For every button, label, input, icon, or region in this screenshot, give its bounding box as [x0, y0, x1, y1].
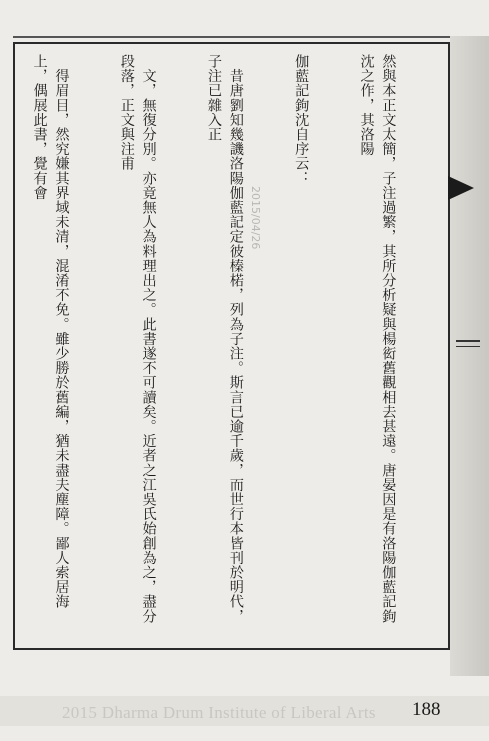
footer-watermark: 2015 Dharma Drum Institute of Liberal Arts [62, 703, 376, 722]
text-column-5: 得眉目，然究嫌其界域未清，混淆不免。雖少勝於舊編，猶未盡夫塵障。鄙人索居海上，偶展此書，覺有會 [31, 54, 70, 609]
margin-rule-mark-thin [456, 346, 480, 347]
margin-rule-mark [456, 340, 480, 342]
faint-stamp: 2015/04/26 [249, 186, 262, 250]
page-edge-margin [450, 36, 489, 676]
text-column-4: 文，無復分別。亦竟無人為料理出之。此書遂不可讀矣。近者之江吳氏始創為之，盡分段落，正文與注甫 [118, 54, 157, 624]
text-column-3: 昔唐劉知幾譏洛陽伽藍記定彼榛楉，列為子注。斯言已逾千歲，而世行本皆刊於明代，子注已雜入正 [206, 54, 244, 624]
text-column-1: 然與本正文太簡，子注過繁，其所分析疑與楊衒舊觀相去甚遠。唐晏因是有洛陽伽藍記鉤沈之作，其洛陽 [358, 54, 397, 624]
margin-arrow-marker [448, 176, 474, 200]
text-column-2: 伽藍記鉤沈自序云： [293, 54, 310, 186]
vertical-text-body [32, 54, 442, 634]
page-number: 188 [412, 699, 441, 720]
top-rule [13, 36, 450, 38]
